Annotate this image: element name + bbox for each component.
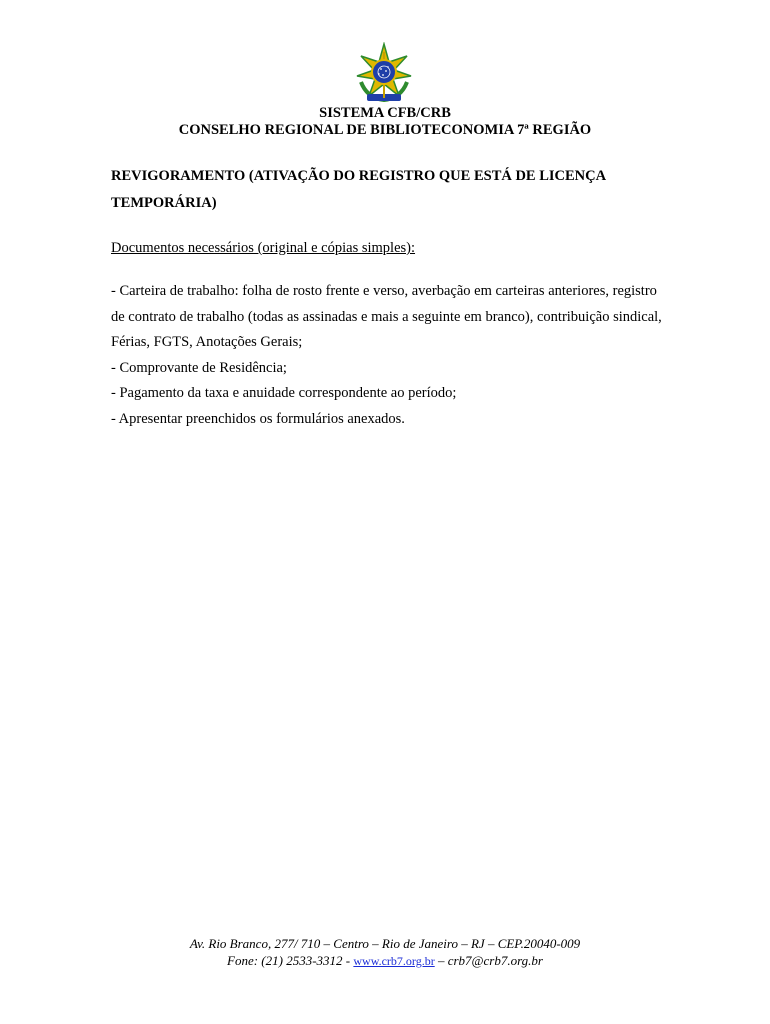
- requirement-item: - Pagamento da taxa e anuidade correspondente ao período;: [111, 385, 457, 401]
- footer-email: – crb7@crb7.org.br: [434, 953, 543, 968]
- coat-of-arms-emblem: [353, 42, 415, 106]
- requirement-item: - Apresentar preenchidos os formulários anexados.: [111, 410, 405, 427]
- council-title: CONSELHO REGIONAL DE BIBLIOTECONOMIA 7ª REGIÃO: [178, 122, 592, 138]
- requirement-item: - Carteira de trabalho: folha de rosto frente e verso, averbação em carteiras anteriores, registro de contrato de trabalho (todas as assinadas e mais a seguinte em branco), contribuição sindical, Férias, FGTS, Anotações Gerais;: [111, 283, 662, 350]
- required-documents-heading: Documentos necessários (original e cópias simples):: [111, 240, 416, 256]
- footer-contact: [0, 952, 770, 970]
- requirement-item: - Comprovante de Residência;: [111, 359, 287, 376]
- footer-phone: Fone: (21) 2533-3312 -: [227, 953, 354, 968]
- requirements-list: [111, 279, 671, 432]
- document-title: REVIGORAMENTO (ATIVAÇÃO DO REGISTRO QUE ESTÁ DE LICENÇA TEMPORÁRIA): [111, 168, 606, 211]
- website-link[interactable]: www.crb7.org.br: [353, 954, 435, 968]
- footer-address: Av. Rio Branco, 277/ 710 – Centro – Rio de Janeiro – RJ – CEP.20040-009: [189, 936, 581, 951]
- system-title: SISTEMA CFB/CRB: [319, 105, 451, 121]
